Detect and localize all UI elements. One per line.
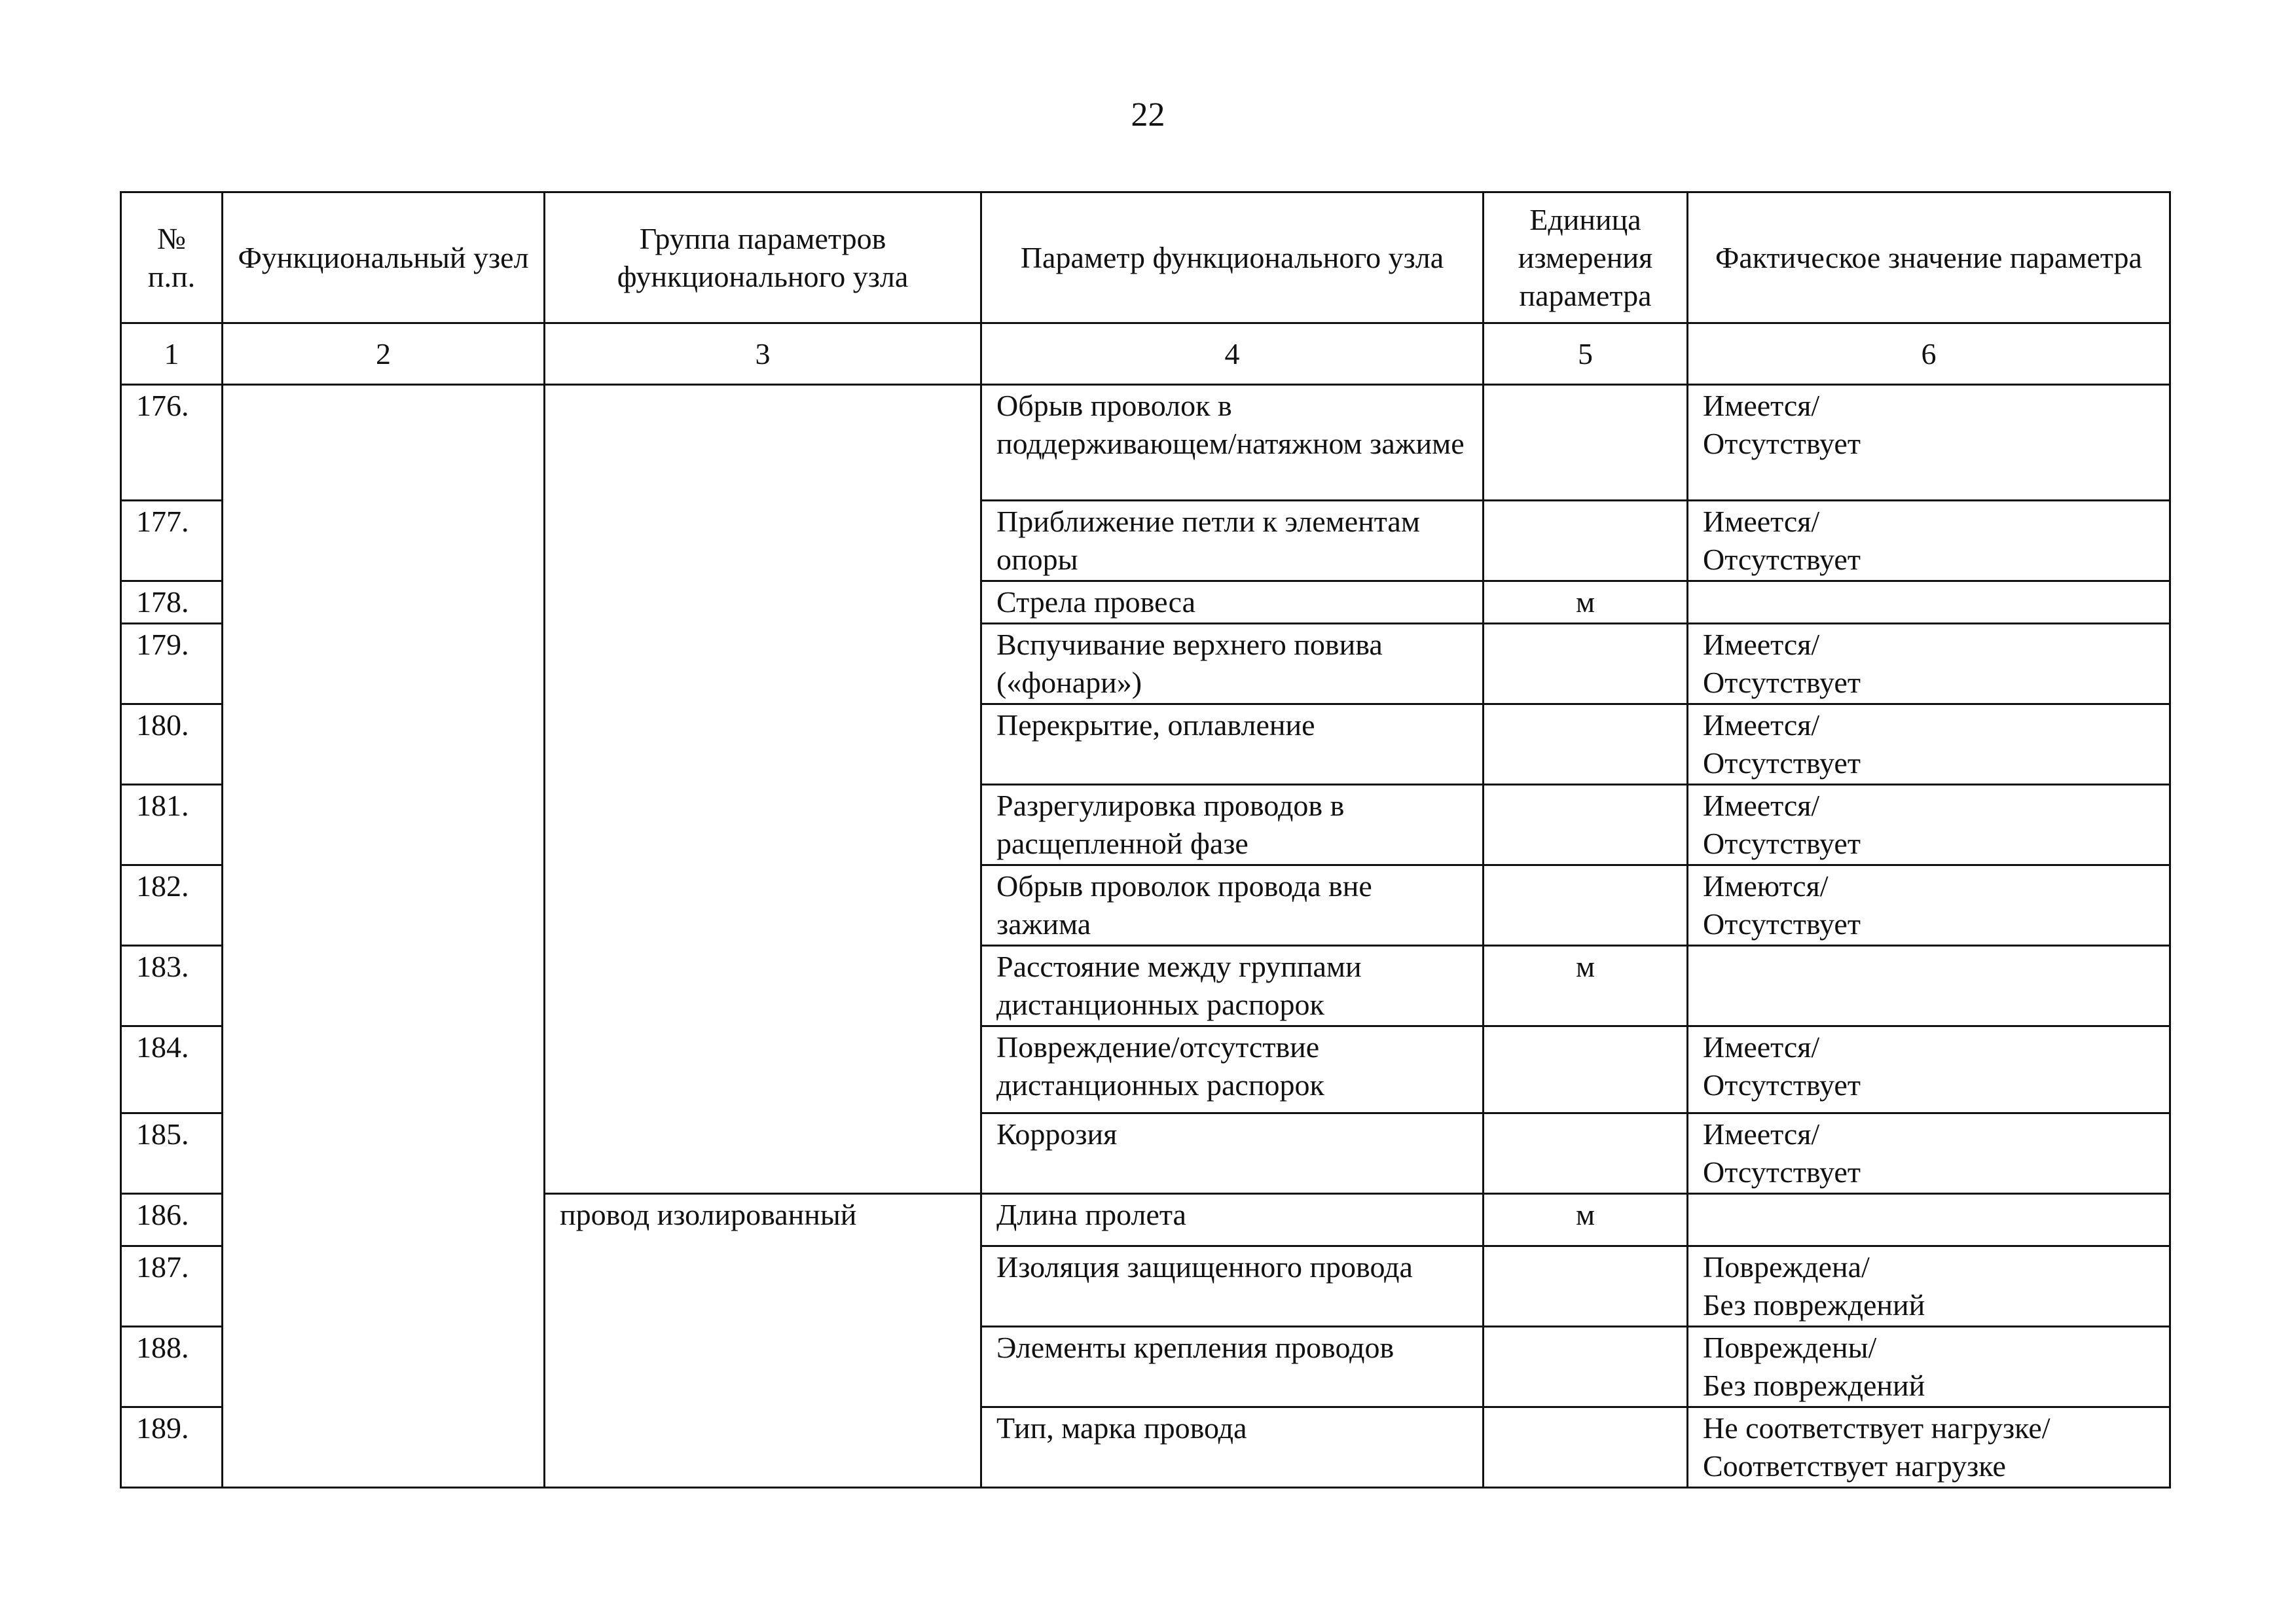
unit-cell bbox=[1484, 501, 1688, 581]
actual-value-cell bbox=[1688, 946, 2170, 1026]
parameter-cell: Стрела провеса bbox=[981, 581, 1484, 624]
unit-cell bbox=[1484, 1327, 1688, 1407]
parameter-cell: Перекрытие, оплавление bbox=[981, 704, 1484, 785]
row-number: 189. bbox=[121, 1407, 223, 1488]
actual-value-cell bbox=[1688, 1194, 2170, 1246]
row-number: 183. bbox=[121, 946, 223, 1026]
functional-unit-cell bbox=[223, 385, 545, 1488]
column-index: 3 bbox=[545, 323, 981, 385]
header-unit: Единица измерения параметра bbox=[1484, 192, 1688, 323]
row-number: 185. bbox=[121, 1113, 223, 1194]
parameter-cell: Тип, марка провода bbox=[981, 1407, 1484, 1488]
unit-cell: м bbox=[1484, 1194, 1688, 1246]
header-functional-unit: Функциональный узел bbox=[223, 192, 545, 323]
row-number: 177. bbox=[121, 501, 223, 581]
column-index: 6 bbox=[1688, 323, 2170, 385]
actual-value-cell: Имеется/ Отсутствует bbox=[1688, 501, 2170, 581]
parameter-cell: Разрегулировка проводов в расщепленной фазе bbox=[981, 785, 1484, 865]
parameter-cell: Обрыв проволок в поддерживающем/натяжном зажиме bbox=[981, 385, 1484, 501]
actual-value-cell: Не соответствует нагрузке/ Соответствует нагрузке bbox=[1688, 1407, 2170, 1488]
table-header-row bbox=[121, 192, 2170, 323]
unit-cell: м bbox=[1484, 946, 1688, 1026]
unit-cell bbox=[1484, 1026, 1688, 1113]
table-row bbox=[121, 385, 2170, 501]
actual-value-cell: Имеется/ Отсутствует bbox=[1688, 385, 2170, 501]
unit-cell bbox=[1484, 1113, 1688, 1194]
unit-cell bbox=[1484, 624, 1688, 704]
unit-cell bbox=[1484, 704, 1688, 785]
actual-value-cell: Имеется/ Отсутствует bbox=[1688, 785, 2170, 865]
actual-value-cell: Имеются/ Отсутствует bbox=[1688, 865, 2170, 946]
parameter-group-cell bbox=[545, 385, 981, 1194]
actual-value-cell bbox=[1688, 581, 2170, 624]
row-number: 181. bbox=[121, 785, 223, 865]
parameter-cell: Повреждение/отсутствие дистанционных распорок bbox=[981, 1026, 1484, 1113]
row-number: 188. bbox=[121, 1327, 223, 1407]
header-parameter: Параметр функционального узла bbox=[981, 192, 1484, 323]
actual-value-cell: Имеется/ Отсутствует bbox=[1688, 624, 2170, 704]
parameter-cell: Коррозия bbox=[981, 1113, 1484, 1194]
parameter-cell: Элементы крепления проводов bbox=[981, 1327, 1484, 1407]
parameter-cell: Обрыв проволок провода вне зажима bbox=[981, 865, 1484, 946]
row-number: 184. bbox=[121, 1026, 223, 1113]
parameter-cell: Длина пролета bbox=[981, 1194, 1484, 1246]
header-parameter-group: Группа параметров функционального узла bbox=[545, 192, 981, 323]
header-number: № п.п. bbox=[121, 192, 223, 323]
unit-cell: м bbox=[1484, 581, 1688, 624]
actual-value-cell: Имеется/ Отсутствует bbox=[1688, 1113, 2170, 1194]
page-number: 22 bbox=[1131, 96, 1165, 134]
parameter-group-cell: провод изолированный bbox=[545, 1194, 981, 1488]
column-index: 2 bbox=[223, 323, 545, 385]
parameter-cell: Изоляция защищенного провода bbox=[981, 1246, 1484, 1327]
parameter-cell: Вспучивание верхнего повива («фонари») bbox=[981, 624, 1484, 704]
row-number: 187. bbox=[121, 1246, 223, 1327]
column-index: 5 bbox=[1484, 323, 1688, 385]
unit-cell bbox=[1484, 385, 1688, 501]
unit-cell bbox=[1484, 1246, 1688, 1327]
parameter-cell: Расстояние между группами дистанционных распорок bbox=[981, 946, 1484, 1026]
row-number: 179. bbox=[121, 624, 223, 704]
row-number: 186. bbox=[121, 1194, 223, 1246]
unit-cell bbox=[1484, 785, 1688, 865]
unit-cell bbox=[1484, 865, 1688, 946]
column-index: 4 bbox=[981, 323, 1484, 385]
parameter-cell: Приближение петли к элементам опоры bbox=[981, 501, 1484, 581]
column-index: 1 bbox=[121, 323, 223, 385]
column-index-row bbox=[121, 323, 2170, 385]
row-number: 182. bbox=[121, 865, 223, 946]
actual-value-cell: Имеется/ Отсутствует bbox=[1688, 1026, 2170, 1113]
row-number: 180. bbox=[121, 704, 223, 785]
actual-value-cell: Имеется/ Отсутствует bbox=[1688, 704, 2170, 785]
actual-value-cell: Повреждена/ Без повреждений bbox=[1688, 1246, 2170, 1327]
row-number: 176. bbox=[121, 385, 223, 501]
actual-value-cell: Повреждены/ Без повреждений bbox=[1688, 1327, 2170, 1407]
unit-cell bbox=[1484, 1407, 1688, 1488]
row-number: 178. bbox=[121, 581, 223, 624]
parameters-table bbox=[120, 191, 2171, 1489]
header-actual-value: Фактическое значение параметра bbox=[1688, 192, 2170, 323]
